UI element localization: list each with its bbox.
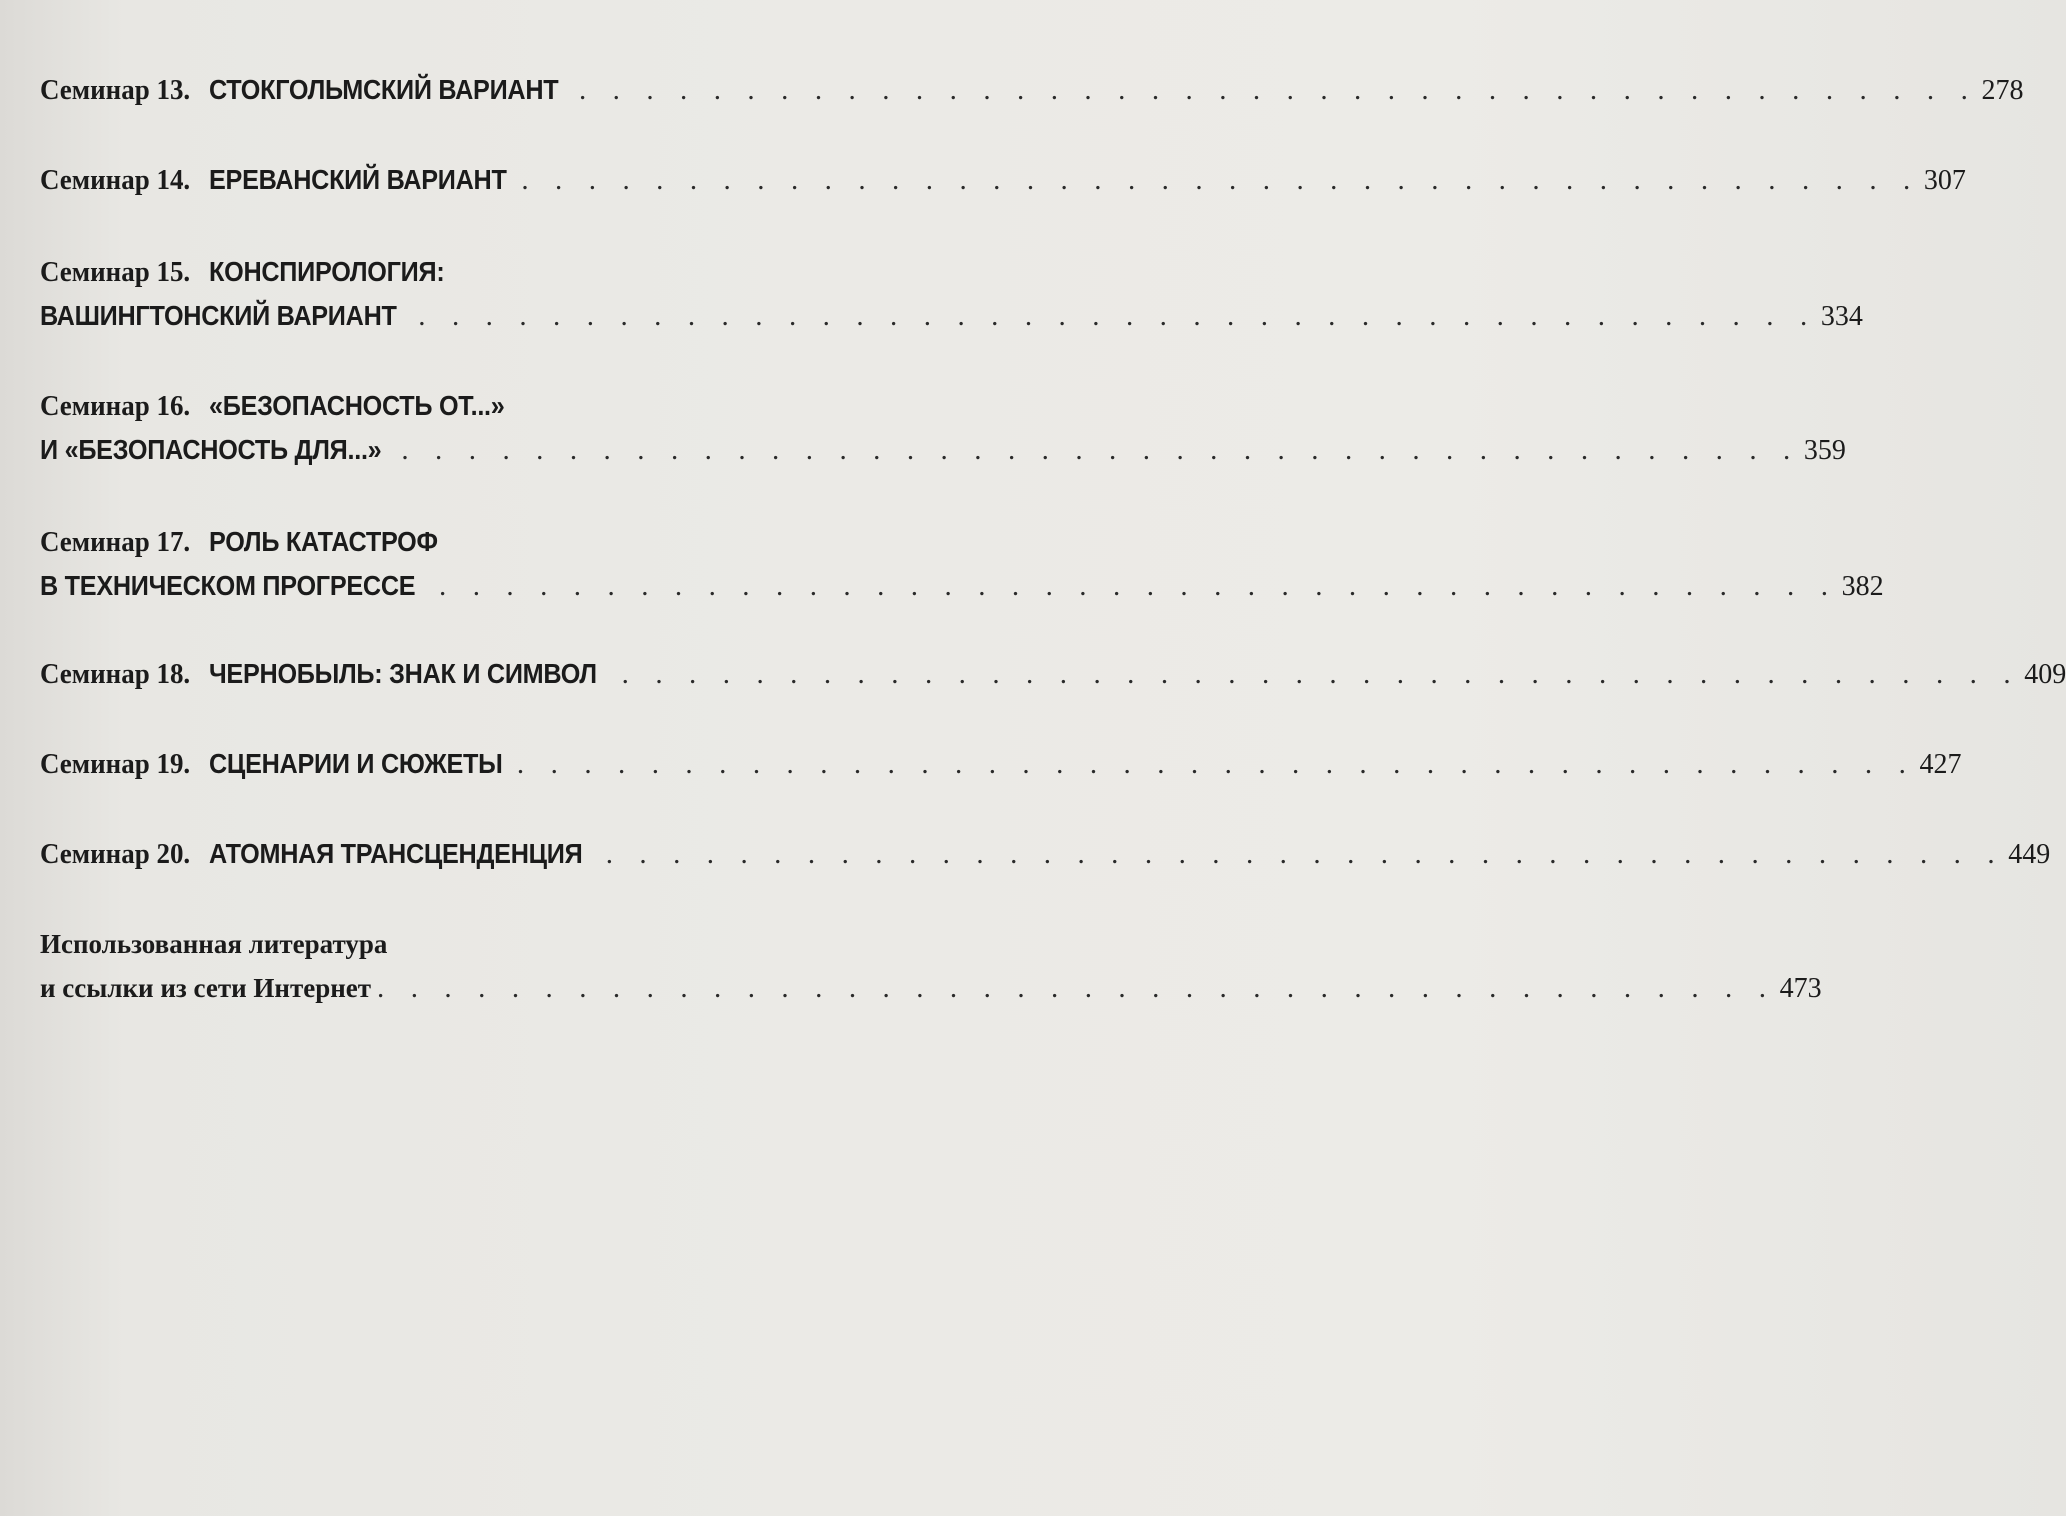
entry-prefix: Семинар 15. (40, 256, 191, 288)
entry-page-number: 278 (1981, 75, 2024, 106)
toc-entry-seminar-15[interactable] (40, 250, 1863, 338)
entry-page-number: 334 (1820, 301, 1863, 332)
toc-entry-seminar-14[interactable] (40, 158, 1966, 202)
entry-prefix: Семинар 17. (40, 526, 191, 558)
entry-title: «БЕЗОПАСНОСТЬ ОТ...» (208, 390, 505, 421)
dot-leader: . . . . . . . . . . . . . . . . . . . . . . . . . . . . . . . . . . . . . . . . . . (377, 972, 1776, 1004)
toc-entry-seminar-13[interactable] (40, 68, 2024, 112)
entry-prefix: Семинар 18. (40, 658, 191, 690)
dot-leader: . . . . . . . . . . . . . . . . . . . . . . . . . . . . . . . . . . . . . . . . . . (516, 748, 1916, 780)
entry-title: РОЛЬ КАТАСТРОФ (208, 526, 438, 557)
entry-title-continued: И «БЕЗОПАСНОСТЬ ДЛЯ...» (40, 434, 382, 465)
toc-entry-seminar-17[interactable] (40, 520, 1884, 608)
toc-entry-seminar-16[interactable] (40, 384, 1846, 472)
entry-prefix: Семинар 16. (40, 390, 191, 422)
entry-page-number: 382 (1841, 571, 1884, 602)
entry-title-continued: В ТЕХНИЧЕСКОМ ПРОГРЕССЕ (40, 570, 416, 601)
entry-page-number: 307 (1923, 165, 1966, 196)
entry-title: КОНСПИРОЛОГИЯ: (208, 256, 445, 287)
dot-leader: . . . . . . . . . . . . . . . . . . . . . . . . . . . . . . . . . . . . . . . . . . (439, 570, 1838, 602)
entry-page-number: 427 (1919, 749, 1962, 780)
entry-page-number: 359 (1803, 435, 1846, 466)
toc-entry-bibliography[interactable] (40, 922, 1822, 1010)
entry-prefix: Семинар 20. (40, 838, 191, 870)
entry-page-number: 409 (2024, 659, 2066, 690)
dot-leader: . . . . . . . . . . . . . . . . . . . . . . . . . . . . . . . . . . . . . . . . . . (621, 658, 2021, 690)
entry-prefix: Семинар 14. (40, 164, 191, 196)
entry-title: АТОМНАЯ ТРАНСЦЕНДЕНЦИЯ (208, 838, 583, 869)
toc-entry-seminar-20[interactable] (40, 832, 2051, 876)
entry-page-number: 449 (2008, 839, 2051, 870)
entry-page-number: 473 (1779, 973, 1822, 1004)
entry-title: ЧЕРНОБЫЛЬ: ЗНАК И СИМВОЛ (208, 658, 597, 689)
entry-title: ЕРЕВАНСКИЙ ВАРИАНТ (208, 164, 507, 195)
entry-prefix: Семинар 13. (40, 74, 191, 106)
entry-title: СЦЕНАРИИ И СЮЖЕТЫ (208, 748, 503, 779)
dot-leader: . . . . . . . . . . . . . . . . . . . . . . . . . . . . . . . . . . . . . . . . . . (418, 300, 1817, 332)
dot-leader: . . . . . . . . . . . . . . . . . . . . . . . . . . . . . . . . . . . . . . . . . . (401, 434, 1800, 466)
entry-prefix: Семинар 19. (40, 748, 191, 780)
entry-title: Использованная литература (40, 929, 388, 959)
dot-leader: . . . . . . . . . . . . . . . . . . . . . . . . . . . . . . . . . . . . . . . . . . (521, 164, 1920, 196)
entry-title-continued: и ссылки из сети Интернет (40, 973, 372, 1003)
dot-leader: . . . . . . . . . . . . . . . . . . . . . . . . . . . . . . . . . . . . . . . . . . (578, 74, 1978, 106)
dot-leader: . . . . . . . . . . . . . . . . . . . . . . . . . . . . . . . . . . . . . . . . . . (605, 838, 2005, 870)
entry-title: СТОКГОЛЬМСКИЙ ВАРИАНТ (208, 74, 559, 105)
entry-title-continued: ВАШИНГТОНСКИЙ ВАРИАНТ (40, 300, 397, 331)
toc-entry-seminar-19[interactable] (40, 742, 1962, 786)
toc-entry-seminar-18[interactable] (40, 652, 2066, 696)
